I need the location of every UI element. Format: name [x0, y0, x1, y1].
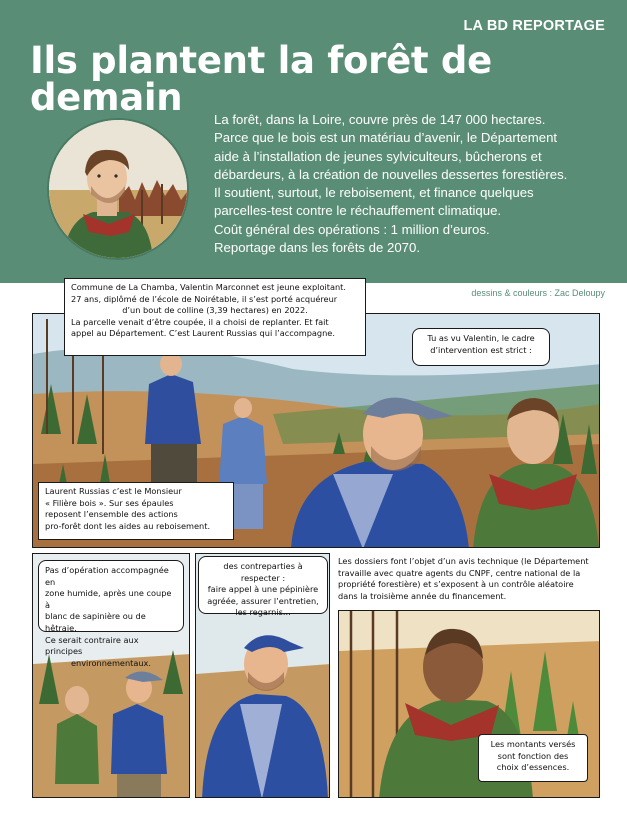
intro-line: La forêt, dans la Loire, couvre près de 147 000 hectares.	[214, 112, 546, 127]
bubble-line: zone humide, après une coupe à	[45, 588, 172, 610]
speech-bubble-zone-humide	[38, 560, 184, 668]
section-label: LA BD REPORTAGE	[463, 18, 605, 34]
bubble-line: faire appel à une pépinière	[207, 584, 319, 595]
caption-line: travaille avec quatre agents du CNPF, centre national de la	[338, 567, 581, 578]
page-title: Ils plantent la forêt de demain	[30, 39, 492, 119]
caption-montants	[478, 734, 588, 782]
bubble-line: blanc de sapinière ou de hêtraie.	[45, 611, 146, 633]
bubble-line: les regarnis...	[235, 607, 291, 618]
caption-line: appel au Département. C’est Laurent Russias qui l’accompagne.	[71, 328, 335, 339]
bubble-line: Pas d’opération accompagnée en	[45, 565, 169, 587]
intro-line: aide à l’installation de jeunes sylviculteurs, bûcherons et	[214, 148, 542, 164]
illustration-credit: dessins & couleurs : Zac Deloupy	[471, 288, 605, 298]
caption-line: « Filière bois ». Sur ses épaules	[45, 497, 174, 508]
bubble-line: environnementaux.	[70, 657, 152, 668]
bubble-line: Ce serait contraire aux principes	[45, 634, 139, 657]
bubble-line: agréée, assurer l’entretien,	[207, 595, 319, 606]
speech-bubble-cadre	[412, 328, 550, 366]
intro-line: Coût général des opérations : 1 million d’euros.	[214, 221, 490, 237]
intro-text	[214, 111, 609, 257]
caption-line: reposent l’ensemble des actions	[45, 509, 178, 520]
bubble-line: d’intervention est strict :	[430, 344, 532, 355]
caption-line: Commune de La Chamba, Valentin Marconnet est jeune exploitant.	[71, 282, 346, 292]
intro-line: débardeurs, à la création de nouvelles dessertes forestières.	[214, 166, 568, 182]
caption-line: Laurent Russias c’est le Monsieur	[45, 486, 182, 496]
intro-line: parcelles-test contre le réchauffement climatique.	[214, 203, 502, 219]
caption-line: propriété forestière) et s’exposent à un contrôle aléatoire	[338, 579, 574, 590]
intro-line: Reportage dans les forêts de 2070.	[214, 240, 421, 256]
bubble-line: choix d’essences.	[496, 762, 570, 773]
caption-dossiers	[338, 556, 600, 616]
caption-line: d’un bout de colline (3,39 hectares) en 2022.	[122, 305, 308, 316]
caption-line: pro-forêt dont les aides au reboisement.	[45, 520, 211, 531]
caption-line: Les dossiers font l’objet d’un avis technique (le Département	[338, 556, 589, 566]
bubble-line: des contreparties à respecter :	[223, 561, 303, 583]
caption-intro	[64, 278, 366, 356]
bubble-line: sont fonction des	[497, 750, 569, 761]
portrait-illustration	[49, 120, 187, 258]
caption-laurent	[38, 482, 234, 540]
caption-line: La parcelle venait d’être coupée, il a choisi de replanter. Et fait	[71, 316, 329, 327]
portrait-drawing	[49, 120, 187, 258]
caption-line: 27 ans, diplômé de l’école de Noirétable, il s’est porté acquéreur	[71, 293, 338, 304]
intro-line: Il soutient, surtout, le reboisement, et finance quelques	[214, 185, 534, 201]
caption-line: dans la troisième année du financement.	[338, 590, 507, 601]
header-banner	[0, 0, 627, 283]
speech-bubble-contreparties	[198, 556, 328, 618]
bubble-line: Tu as vu Valentin, le cadre	[427, 333, 535, 343]
bubble-line: Les montants versés	[490, 739, 576, 749]
intro-line: Parce que le bois est un matériau d’avenir, le Département	[214, 130, 558, 146]
